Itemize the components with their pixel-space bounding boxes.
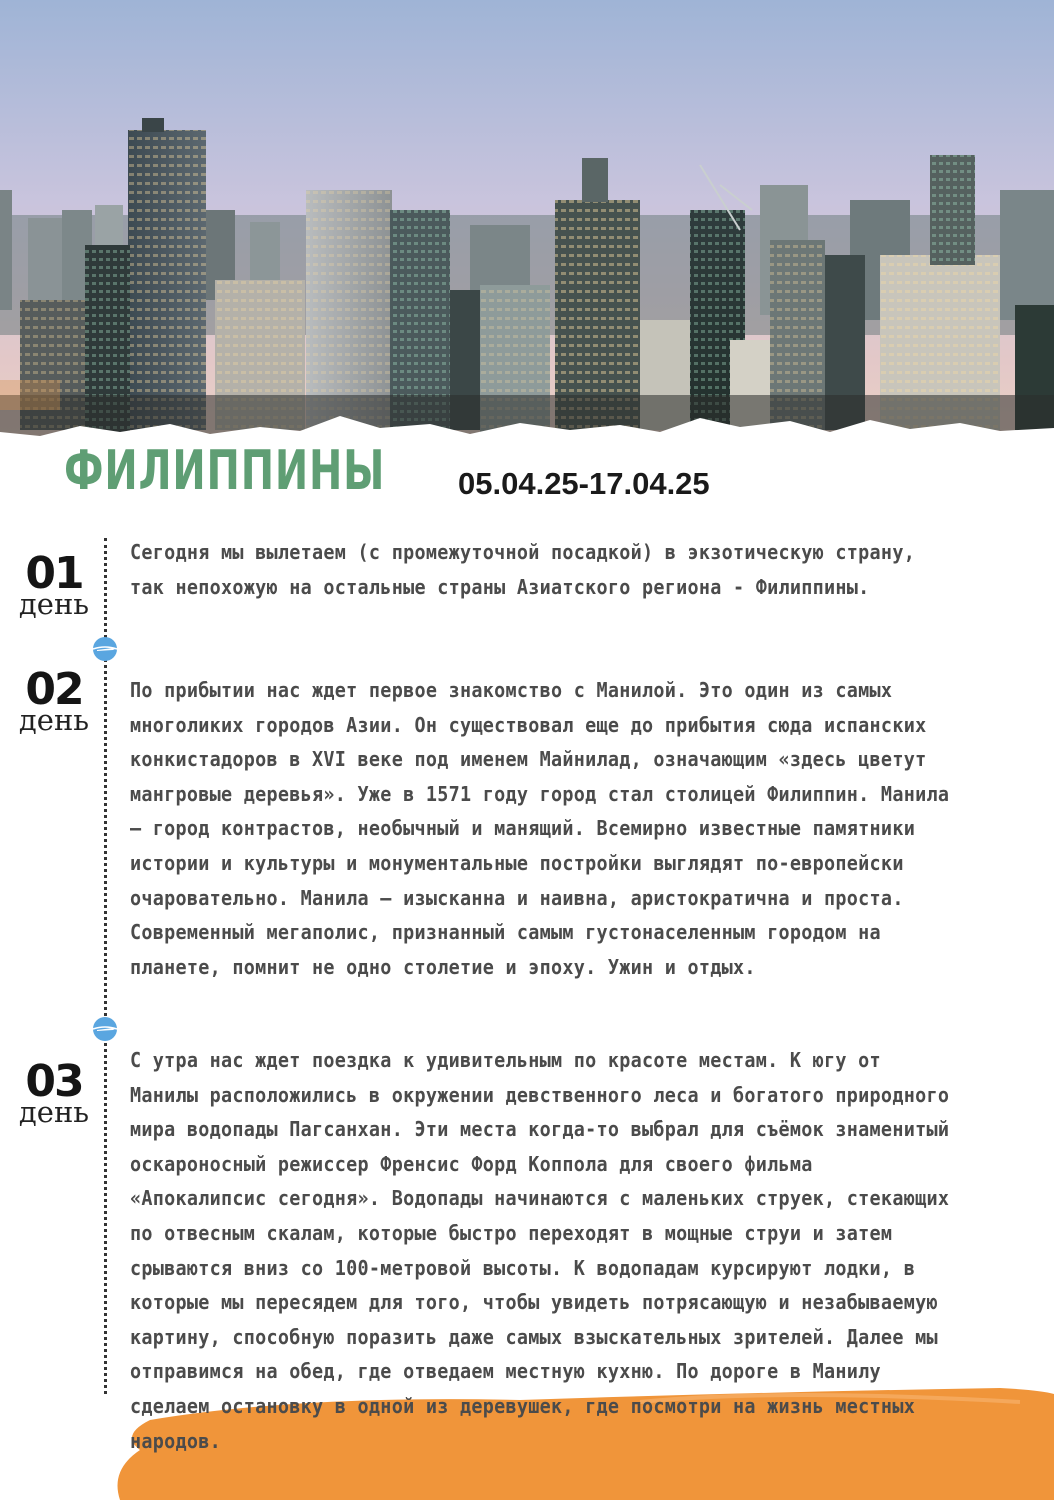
day-word: день	[18, 703, 90, 737]
day-description: По прибытии нас ждет первое знакомство с Манилой. Это один из самых многоликих городов Азии. Он существовал еще до прибытия сюда испанских конкистадоров в XVI веке под именем Майнилад, означающим «здесь цветут мангровые деревья». Уже в 1571 году город стал столицей Филиппин. Манила – город контрастов, необычный и манящий. Всемирно известные памятники истории и культуры и монументальные постройки выглядят по-европейски очаровательно. Манила — изысканна и наивна, аристократична и проста. Современный мегаполис, признанный самым густонаселенным городом на планете, помнит не одно столетие и эпоху. Ужин и отдых.	[130, 678, 950, 979]
trip-dates: 05.04.25-17.04.25	[458, 466, 710, 501]
hero-skyline-photo	[0, 0, 1054, 450]
page-title: ФИЛИППИНЫ	[64, 439, 386, 502]
timeline-dotted-line	[104, 538, 107, 1394]
day-word: день	[18, 1095, 90, 1129]
day-number: 03	[25, 1056, 83, 1107]
airplane-globe-icon	[90, 634, 120, 664]
day-number: 02	[25, 664, 83, 715]
day-badge-03	[6, 1056, 102, 1129]
day-number: 01	[25, 548, 83, 599]
day-word: день	[18, 587, 90, 621]
day-badge-01	[6, 548, 102, 621]
airplane-globe-icon	[90, 1014, 120, 1044]
day-description: С утра нас ждет поездка к удивительным по красоте местам. К югу от Манилы расположились в окружении девственного леса и богатого природного мира водопады Пагсанхан. Эти места когда-то выбрал для съёмок знаменитый оскароносный режиссер Френсис Форд Коппола для своего фильма «Апокалипсис сегодня». Водопады начинаются с маленьких струек, стекающих по отвесным скалам, которые быстро переходят в мощные струи и затем срываются вниз со 100-метровой высоты. К водопадам курсируют лодки, в которые мы пересядем для того, чтобы увидеть потрясающую и незабываемую картину, способную поразить даже самых взыскательных зрителей. Далее мы отправимся на обед, где отведаем местную кухню. По дороге в Манилу сделаем остановку в одной из деревушек, где посмотри на жизнь местных народов.	[130, 1048, 950, 1453]
day-badge-02	[6, 664, 102, 737]
day-description: Сегодня мы вылетаем (с промежуточной посадкой) в экзотическую страну, так непохожую на остальные страны Азиатского региона - Филиппины.	[130, 540, 916, 599]
